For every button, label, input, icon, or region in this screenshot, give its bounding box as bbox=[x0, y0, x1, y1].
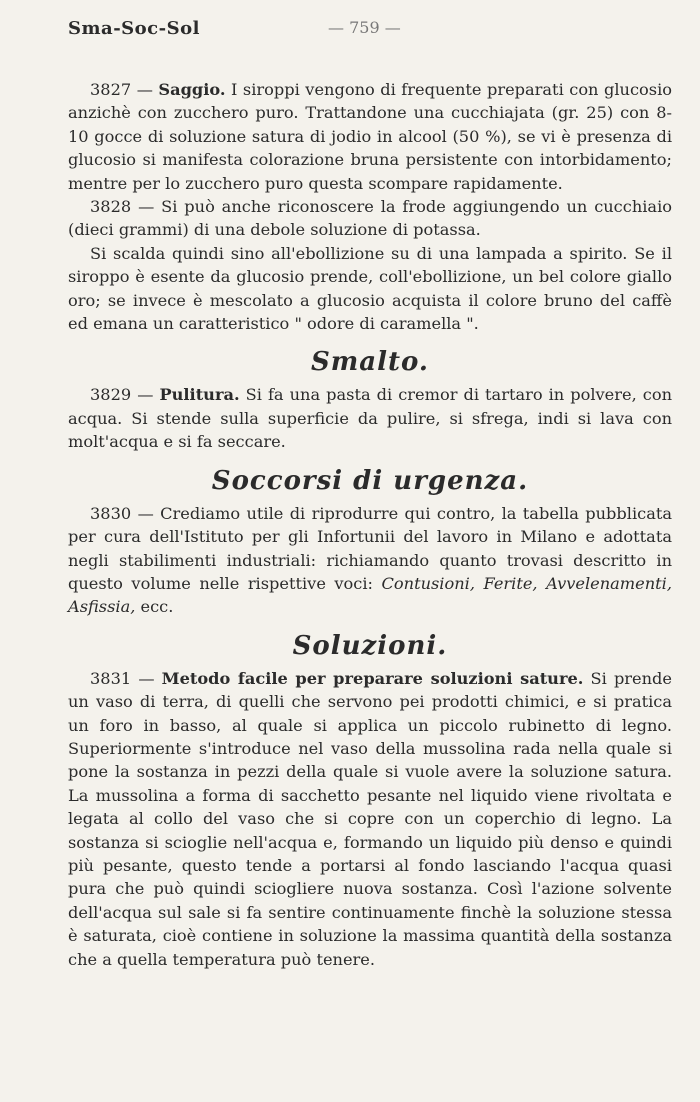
section-title-soluzioni: Soluzioni. bbox=[292, 630, 448, 661]
entry-number: 3827 bbox=[90, 80, 132, 99]
entry-number: 3828 bbox=[90, 197, 132, 217]
entry-3827 bbox=[68, 78, 672, 195]
entry-3828 bbox=[68, 195, 672, 242]
entry-3829 bbox=[68, 383, 672, 453]
entry-text: Crediamo utile di riprodurre qui contro, la tabella pubblicata per cura dell'Istituto per gli Infortunii del lavoro in Milano e adottata negli stabilimenti industriali: richiamando quanto trovasi descritto in questo volume nelle rispettive voci: bbox=[68, 503, 673, 593]
entry-title: Saggio. bbox=[158, 80, 226, 99]
section-title-soccorsi: Soccorsi di urgenza. bbox=[211, 465, 529, 496]
entry-title: Pulitura. bbox=[159, 385, 240, 405]
entry-title: Metodo facile per preparare soluzioni sature. bbox=[161, 668, 584, 688]
entry-text: Si prende un vaso di terra, di quelli che servono pei prodotti chimici, e si pratica un foro in basso, al quale si applica un piccolo rubinetto di legno. Superiormente s'introduce nel vaso della mussolina rada nella quale si pone la sostanza in pezzi della quale si vuole avere la soluzione satura. La mussolina a forma di sacchetto pesante nel liquido viene rivoltata e legata al collo del vaso che si copre con un coperchio di legno. La sostanza si scioglie nell'acqua e, formando un liquido più denso e quindi più pesante, questo tende a portarsi al fondo lasciando l'acqua quasi pura che può quindi sciogliere nuova sostanza. Così l'azione solvente dell'acqua sul sale si fa sentire continuamente finchè la soluzione stessa è saturata, cioè contiene in soluzione la massima quantità della sostanza che a quella temperatura può tenere. bbox=[68, 668, 672, 969]
entry-3828-continuation: Si scalda quindi sino all'ebollizione su di una lampada a spirito. Se il siroppo è esente da glucosio prende, coll'ebollizione, un bel colore giallo oro; se invece è mescolato a glucosio acquista il colore bruno del caffè ed emana un caratteristico " odore di caramella ". bbox=[68, 243, 672, 334]
entry-dash: — bbox=[131, 197, 162, 217]
entry-dash: — bbox=[131, 668, 162, 688]
entry-dash: — bbox=[131, 80, 159, 99]
entry-number: 3829 bbox=[90, 385, 132, 405]
entry-text: Si può anche riconoscere la frode aggiungendo un cucchiaio (dieci grammi) di una debole soluzione di potassa. bbox=[68, 197, 672, 240]
section-title-smalto: Smalto. bbox=[311, 347, 429, 378]
entry-number: 3830 bbox=[90, 503, 132, 523]
entry-text: Si fa una pasta di cremor di tartaro in polvere, con acqua. Si stende sulla superficie da pulire, si sfrega, indi si lava con molt'acqua e si fa seccare. bbox=[68, 385, 672, 452]
entry-text: I siroppi vengono di frequente preparati con glucosio anzichè con zucchero puro. Trattandone una cucchiajata (gr. 25) con 8-10 gocce di soluzione satura di jodio in alcool (50 %), se vi è presenza di glucosio si manifesta colorazione bruna persistente con intorbidamento; mentre per lo zucchero puro questa scompare rapidamente. bbox=[68, 80, 672, 193]
page-number: — 759 — bbox=[328, 18, 401, 37]
entry-number: 3831 bbox=[90, 668, 132, 688]
running-header bbox=[68, 18, 672, 48]
entry-dash: — bbox=[131, 503, 161, 523]
entry-dash: — bbox=[131, 385, 160, 405]
entry-tail: ecc. bbox=[135, 597, 174, 617]
entry-3831 bbox=[68, 667, 672, 971]
entry-italic-refs: Contusioni, Ferite, Avvelenamenti, Asfissia, bbox=[68, 573, 672, 617]
entry-3830 bbox=[68, 502, 672, 619]
running-head: Sma-Soc-Sol bbox=[68, 18, 200, 39]
